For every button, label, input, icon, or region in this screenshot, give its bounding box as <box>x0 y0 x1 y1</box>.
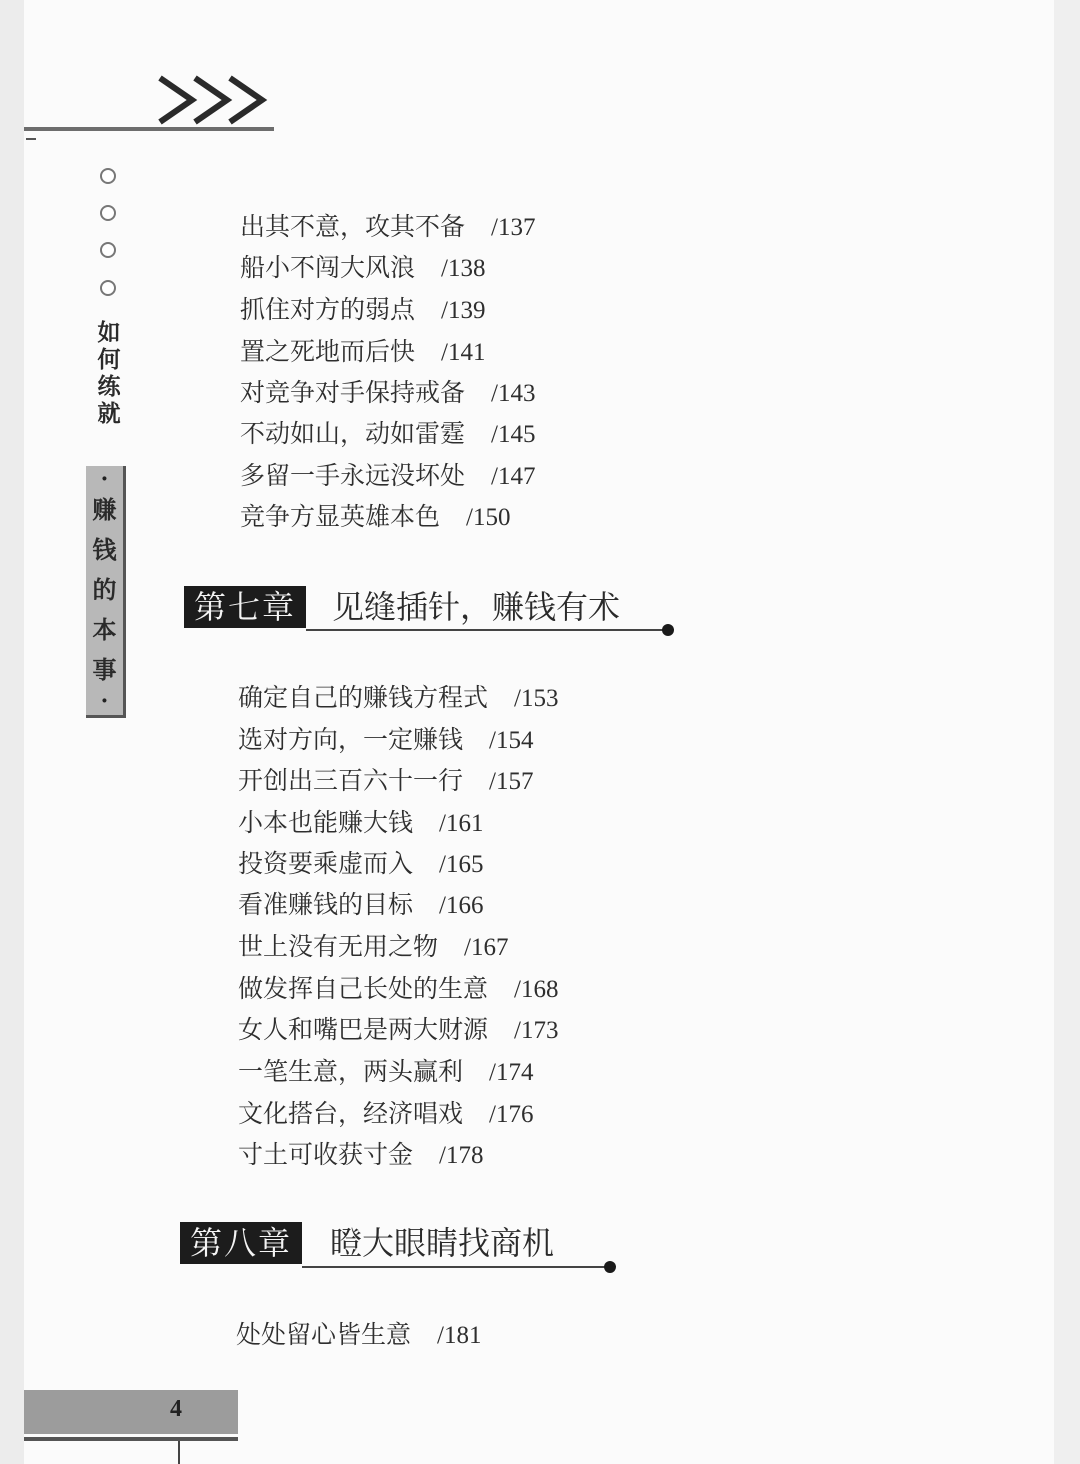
toc-entry-title: 确定自己的赚钱方程式 <box>238 683 489 712</box>
toc-entry-page: /178 <box>439 1142 484 1169</box>
toc-entry-page: /174 <box>489 1059 534 1086</box>
book-title-char: 如 <box>97 320 121 346</box>
book-title-char: 的 <box>92 576 117 604</box>
toc-entry-page: /138 <box>441 255 486 282</box>
right-margin <box>1054 0 1080 1464</box>
toc-entry-title: 做发挥自己长处的生意 <box>238 974 489 1003</box>
toc-entry[interactable] <box>240 502 510 533</box>
toc-entry-page: /173 <box>514 1017 559 1044</box>
footer-tick <box>178 1441 180 1464</box>
toc-entry[interactable] <box>236 1320 481 1351</box>
toc-entry-page: /167 <box>464 934 509 961</box>
toc-entry-title: 寸土可收获寸金 <box>238 1140 414 1169</box>
toc-entry-page: /161 <box>439 810 484 837</box>
toc-entry-title: 抓住对方的弱点 <box>240 295 416 324</box>
toc-entry-title: 置之死地而后快 <box>240 337 416 366</box>
toc-entry-title: 对竞争对手保持戒备 <box>240 378 466 407</box>
chapter-title: 瞪大眼睛找商机 <box>330 1224 555 1262</box>
toc-entry-title: 不动如山，动如雷霆 <box>240 419 466 448</box>
toc-entry[interactable] <box>240 419 535 450</box>
toc-entry-title: 开创出三百六十一行 <box>238 766 464 795</box>
toc-entry-page: /147 <box>491 463 536 490</box>
chapter-label: 第七章 <box>184 586 306 628</box>
toc-entry-title: 女人和嘴巴是两大财源 <box>238 1015 489 1044</box>
toc-entry-page: /141 <box>441 339 486 366</box>
book-title-part1 <box>94 320 124 428</box>
toc-entry-page: /166 <box>439 892 484 919</box>
page-number: 4 <box>170 1396 182 1422</box>
toc-entry-page: /153 <box>514 685 559 712</box>
toc-entry-title: 世上没有无用之物 <box>238 932 439 961</box>
toc-entry[interactable] <box>238 849 483 880</box>
title-dot: · <box>100 688 109 714</box>
circle-icon <box>100 280 116 296</box>
toc-entry-page: /137 <box>491 214 536 241</box>
bullet-icon <box>662 624 674 636</box>
toc-entry-page: /165 <box>439 851 484 878</box>
book-title-char: 何 <box>97 347 121 373</box>
circle-icon <box>100 205 116 221</box>
toc-entry[interactable] <box>238 766 533 797</box>
chapter-label: 第八章 <box>180 1222 302 1264</box>
toc-entry-page: /154 <box>489 727 534 754</box>
book-title-char: 事 <box>92 656 117 684</box>
toc-entry[interactable] <box>238 1015 558 1046</box>
book-title-char: 就 <box>97 401 121 427</box>
toc-entry[interactable] <box>238 683 558 714</box>
chapter-heading[interactable] <box>180 1222 620 1272</box>
toc-entry[interactable] <box>238 974 558 1005</box>
chapter-underline <box>306 629 668 631</box>
book-title-char: 本 <box>92 616 117 644</box>
toc-entry-title: 小本也能赚大钱 <box>238 808 414 837</box>
toc-entry[interactable] <box>238 1099 533 1130</box>
header-rule <box>24 127 274 131</box>
toc-entry-title: 船小不闯大风浪 <box>240 253 416 282</box>
book-title-char: 练 <box>97 374 121 400</box>
toc-entry[interactable] <box>240 295 485 326</box>
toc-entry[interactable] <box>238 725 533 756</box>
toc-entry-page: /150 <box>466 504 511 531</box>
toc-entry[interactable] <box>240 461 535 492</box>
chapter-underline <box>302 1266 608 1268</box>
toc-entry[interactable] <box>238 890 483 921</box>
book-title-char: 钱 <box>92 536 117 564</box>
toc-entry-title: 竞争方显英雄本色 <box>240 502 441 531</box>
toc-entry[interactable] <box>238 1057 533 1088</box>
book-title-part2 <box>86 466 126 718</box>
toc-entry[interactable] <box>238 1140 483 1171</box>
toc-entry-title: 一笔生意，两头赢利 <box>238 1057 464 1086</box>
circle-icon <box>100 168 116 184</box>
chevrons-icon <box>150 70 280 130</box>
footer-bar <box>24 1390 238 1434</box>
toc-entry[interactable] <box>238 808 483 839</box>
toc-entry-page: /157 <box>489 768 534 795</box>
toc-entry-title: 选对方向，一定赚钱 <box>238 725 464 754</box>
toc-entry-page: /145 <box>491 421 536 448</box>
header-tick <box>26 138 36 140</box>
toc-entry-title: 多留一手永远没坏处 <box>240 461 466 490</box>
toc-entry-title: 看准赚钱的目标 <box>238 890 414 919</box>
toc-entry-title: 投资要乘虚而入 <box>238 849 414 878</box>
chapter-title: 见缝插针，赚钱有术 <box>332 588 621 626</box>
chapter-heading[interactable] <box>184 586 678 636</box>
toc-entry-page: /181 <box>437 1322 482 1349</box>
toc-entry[interactable] <box>240 212 535 243</box>
toc-entry-page: /143 <box>491 380 536 407</box>
toc-entry-page: /176 <box>489 1101 534 1128</box>
toc-entry-title: 文化搭台，经济唱戏 <box>238 1099 464 1128</box>
toc-entry-title: 出其不意，攻其不备 <box>240 212 466 241</box>
book-title-char: 赚 <box>92 496 117 524</box>
toc-entry[interactable] <box>240 337 485 368</box>
toc-entry-page: /168 <box>514 976 559 1003</box>
title-dot: · <box>100 466 109 492</box>
footer-rule <box>24 1437 238 1441</box>
toc-entry[interactable] <box>240 253 485 284</box>
toc-entry-title: 处处留心皆生意 <box>236 1320 412 1349</box>
toc-entry[interactable] <box>238 932 508 963</box>
toc-entry-page: /139 <box>441 297 486 324</box>
toc-entry[interactable] <box>240 378 535 409</box>
left-margin <box>0 0 24 1464</box>
circle-icon <box>100 242 116 258</box>
bullet-icon <box>604 1261 616 1273</box>
